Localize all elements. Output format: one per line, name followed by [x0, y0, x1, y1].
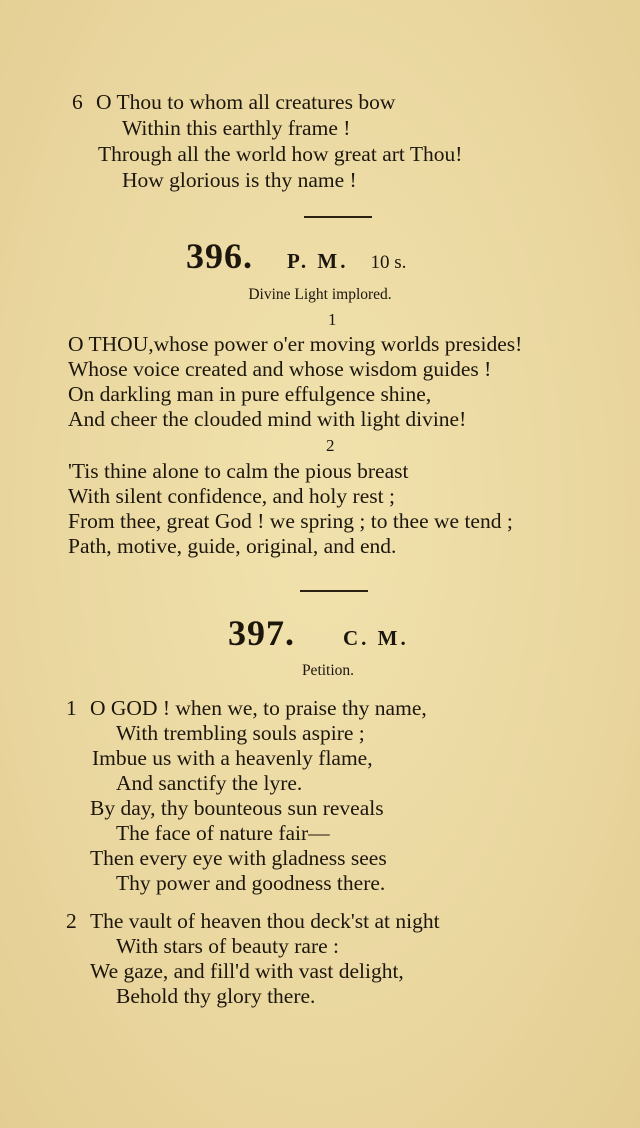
stanza-line: [66, 908, 440, 934]
verse-line: On darkling man in pure effulgence shine,: [68, 382, 432, 406]
hymn-title: Petition.: [301, 662, 355, 679]
hymn-header: [228, 612, 409, 654]
verse-line: 'Tis thine alone to calm the pious breast: [68, 459, 409, 483]
hymn-meter: C. M.: [343, 626, 409, 650]
section-divider: [300, 590, 368, 592]
stanza-line: Thy power and goodness there.: [116, 871, 386, 895]
stanza-line: [66, 695, 427, 721]
stanza-line: The face of nature fair—: [116, 821, 330, 845]
stanza-line-text: O GOD ! when we, to praise thy name,: [90, 696, 427, 720]
stanza-number: 1: [66, 696, 77, 720]
hymn-meter: P. M.: [287, 249, 349, 273]
hymn-number: 396.: [186, 236, 253, 276]
stanza-line: We gaze, and fill'd with vast delight,: [90, 959, 404, 983]
stanza-line: [72, 89, 395, 115]
stanza-line: Behold thy glory there.: [116, 984, 316, 1008]
verse-line: With silent confidence, and holy rest ;: [68, 484, 395, 508]
stanza-line: Through all the world how great art Thou!: [98, 142, 463, 166]
stanza-line: With stars of beauty rare :: [116, 934, 340, 958]
stanza-line: Within this earthly frame !: [122, 116, 351, 140]
stanza-line: How glorious is thy name !: [122, 168, 357, 192]
verse-line: Whose voice created and whose wisdom guides !: [68, 357, 492, 381]
stanza-line: And sanctify the lyre.: [116, 771, 303, 795]
verse-line: Path, motive, guide, original, and end.: [68, 534, 397, 558]
verse-number: 2: [326, 436, 335, 455]
stanza-number: 6: [72, 90, 83, 114]
hymn-number: 397.: [228, 613, 295, 653]
stanza-line: Then every eye with gladness sees: [90, 846, 387, 870]
verse-line: O THOU,whose power o'er moving worlds presides!: [68, 332, 523, 356]
stanza-line: With trembling souls aspire ;: [116, 721, 365, 745]
stanza-line-text: O Thou to whom all creatures bow: [96, 90, 396, 114]
verse-number: 1: [328, 310, 337, 329]
stanza-line-text: The vault of heaven thou deck'st at night: [90, 909, 440, 933]
hymn-title: Divine Light implored.: [248, 286, 392, 303]
stanza-line: Imbue us with a heavenly flame,: [92, 746, 373, 770]
verse-line: And cheer the clouded mind with light divine!: [68, 407, 467, 431]
hymn-meter-extra: 10 s.: [370, 252, 407, 273]
stanza-number: 2: [66, 909, 77, 933]
hymn-header: [186, 235, 406, 277]
verse-line: From thee, great God ! we spring ; to thee we tend ;: [68, 509, 513, 533]
stanza-line: By day, thy bounteous sun reveals: [90, 796, 384, 820]
section-divider: [304, 216, 372, 218]
